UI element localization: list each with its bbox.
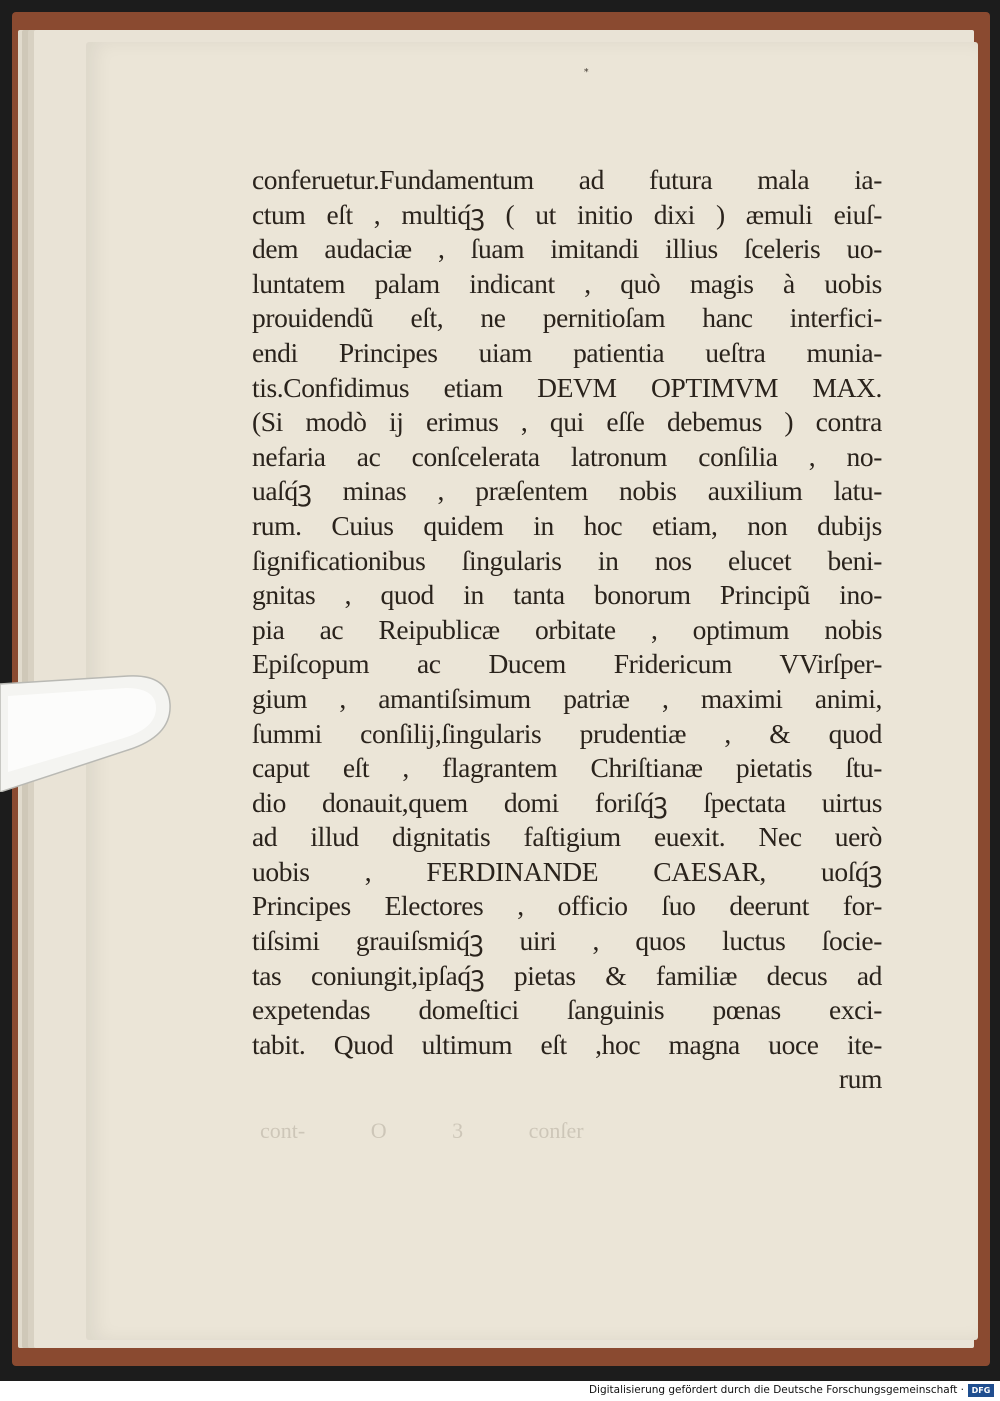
page-text xyxy=(252,163,882,1097)
text-line: Principes Electores , officio ſuo deerunt for- xyxy=(252,890,882,922)
text-line: rum xyxy=(838,1063,882,1095)
text-line: dem audaciæ , ſuam imitandi illius ſceleris uo- xyxy=(252,233,882,265)
text-line: endi Principes uiam patientia ueſtra munia- xyxy=(252,336,882,368)
text-line: dio donauit,quem domi foriſq́ꝫ ſpectata uirtus xyxy=(252,786,882,818)
showthrough-text: cont- O 3 conſer xyxy=(260,1118,584,1143)
text-line: ſignificationibus ſingularis in nos elucet beni- xyxy=(252,544,882,576)
dfg-logo-icon: DFG xyxy=(968,1384,994,1397)
text-line: uaſq́ꝫ minas , præſentem nobis auxilium latu- xyxy=(252,475,882,507)
text-line: (Si modò ij erimus , qui eſſe debemus ) contra xyxy=(252,406,882,438)
text-line: ad illud dignitatis faſtigium euexit. Nec uerò xyxy=(252,821,882,853)
text-line: nefaria ac conſcelerata latronum conſilia , no- xyxy=(252,440,882,472)
signature-mark: * xyxy=(584,68,589,78)
text-line: prouidendũ eſt, ne pernitioſam hanc interfici- xyxy=(252,302,882,334)
text-line: expetendas domeſtici ſanguinis pœnas exci- xyxy=(252,994,882,1026)
text-line: gnitas , quod in tanta bonorum Principũ ino- xyxy=(252,579,882,611)
text-line: tabit. Quod ultimum eſt ,hoc magna uoce ite- xyxy=(252,1028,882,1060)
text-line: tis.Confidimus etiam DEVM OPTIMVM MAX. xyxy=(252,371,882,403)
text-line: rum. Cuius quidem in hoc etiam, non dubijs xyxy=(252,509,882,541)
text-line: ctum eſt , multiq́ꝫ ( ut initio dixi ) æmuli eiuſ- xyxy=(252,198,882,230)
text-line: pia ac Reipublicæ orbitate , optimum nobis xyxy=(252,613,882,645)
text-line: ſummi conſilij,ſingularis prudentiæ , & quod xyxy=(252,717,882,749)
footer-bar xyxy=(0,1381,1000,1401)
text-line: luntatem palam indicant , quò magis à uobis xyxy=(252,267,882,299)
text-line: caput eſt , flagrantem Chriſtianæ pietatis ſtu- xyxy=(252,752,882,784)
text-line: tiſsimi grauiſsmiq́ꝫ uiri , quos luctus ſocie- xyxy=(252,925,882,957)
text-line: conferuetur.Fundamentum ad futura mala ia- xyxy=(252,164,882,195)
page-clip-icon xyxy=(0,674,172,792)
text-line: Epiſcopum ac Ducem Fridericum VVirſper- xyxy=(252,648,882,680)
text-line: gium , amantiſsimum patriæ , maximi animi, xyxy=(252,682,882,714)
text-line: uobis , FERDINANDE CAESAR, uoſq́ꝫ xyxy=(252,855,882,887)
text-line: tas coniungit,ipſaq́ꝫ pietas & familiæ decus ad xyxy=(252,959,882,991)
funding-credit: Digitalisierung gefördert durch die Deutsche Forschungsgemeinschaft · xyxy=(588,1384,964,1396)
